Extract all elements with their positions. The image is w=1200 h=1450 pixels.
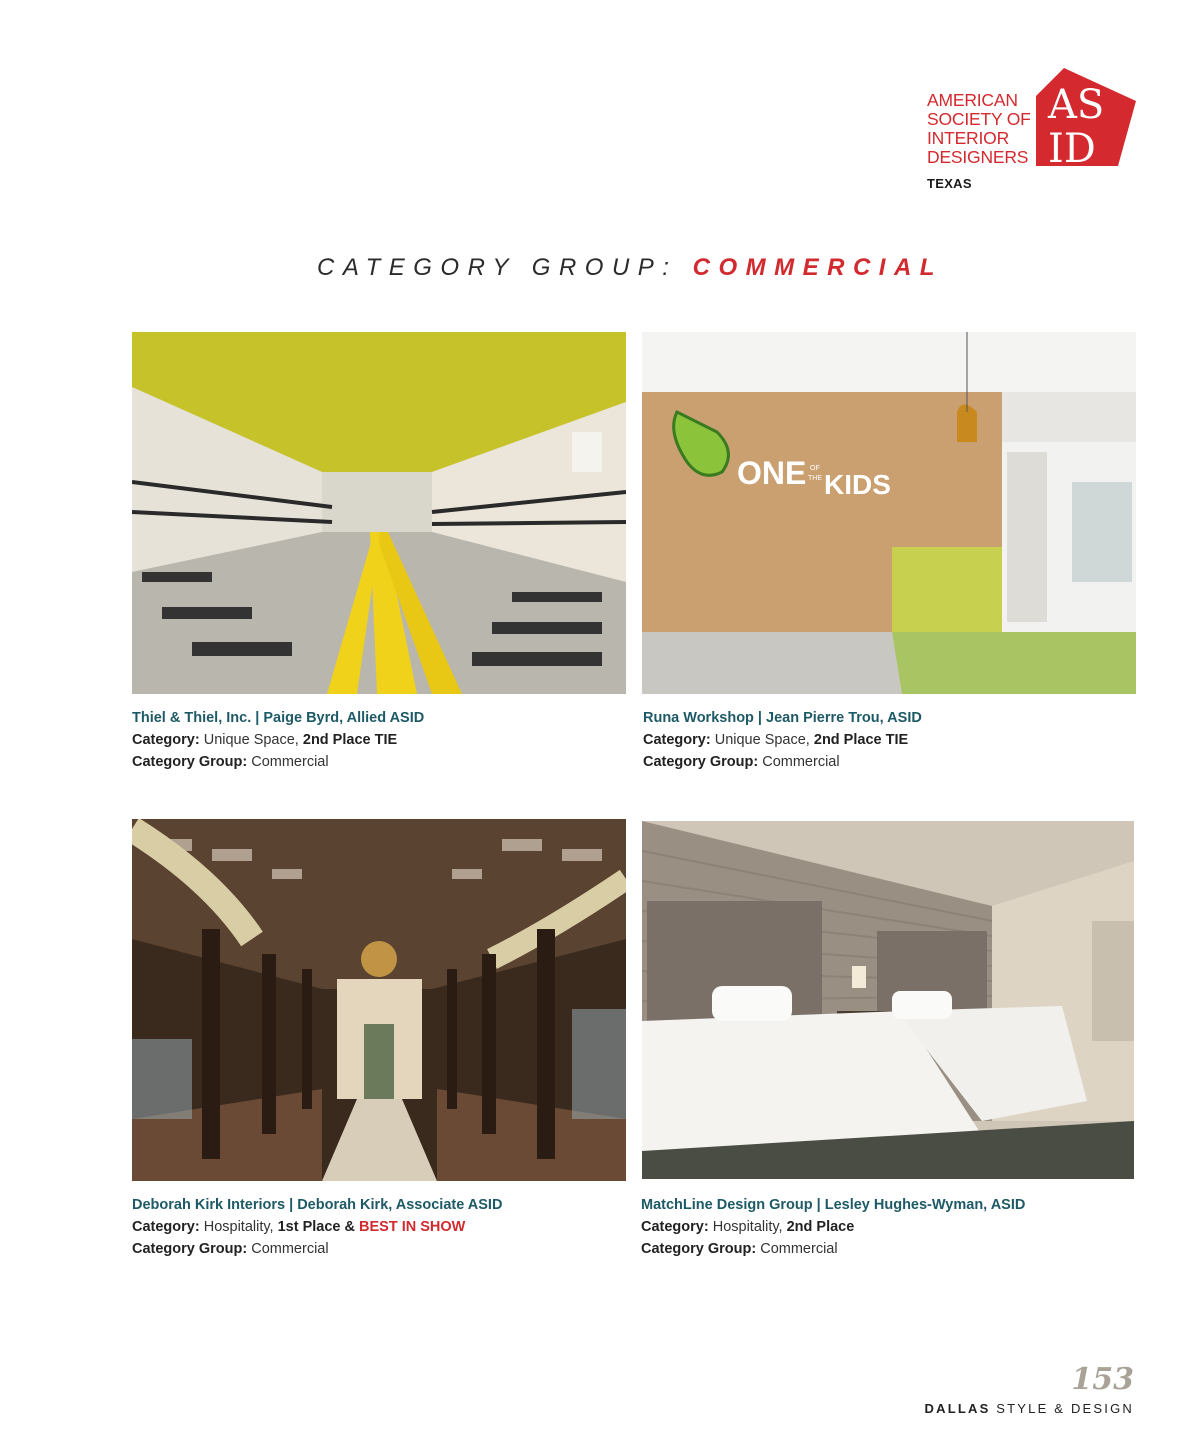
logo-line-4: DESIGNERS [927,147,1029,167]
entry-group-line [643,751,922,773]
category-label: Category: [641,1219,709,1235]
category-value: Hospitality, [712,1219,783,1235]
sign-the: THE [808,475,822,482]
category-label: Category: [132,732,200,748]
entry-group-line [132,751,424,773]
entry-title: Thiel & Thiel, Inc. | Paige Byrd, Allied ASID [132,710,425,726]
entry-group-line [132,1238,502,1260]
logo-wordmark [927,91,1031,167]
placement: 1st Place & [277,1219,355,1235]
category-value: Unique Space, [203,732,299,748]
category-value: Hospitality, [203,1219,274,1235]
asid-mark-icon [1036,66,1140,170]
logo-line-2: SOCIETY OF [927,109,1031,129]
group-label: Category Group: [641,1241,757,1257]
svg-text:AS: AS [1048,82,1105,128]
logo-region: TEXAS [927,176,972,191]
logo-line-1: AMERICAN [927,90,1018,110]
category-value: Unique Space, [714,732,810,748]
group-value: Commercial [760,1241,838,1257]
group-label: Category Group: [132,1241,248,1257]
publication-footer [925,1401,1134,1416]
heading-prefix: CATEGORY GROUP: [317,254,678,281]
footer-tagline: STYLE & DESIGN [996,1401,1134,1416]
entry-group-line [641,1238,1025,1260]
best-in-show-highlight: BEST IN SHOW [359,1219,466,1235]
sign-kids: KIDS [824,469,891,500]
group-value: Commercial [762,754,840,770]
entry-title: Deborah Kirk Interiors | Deborah Kirk, Associate ASID [132,1197,503,1213]
category-group-heading [0,254,1200,282]
placement: 2nd Place TIE [302,732,398,748]
svg-text:ID: ID [1048,126,1096,170]
photo-one-of-the-kids-lobby [642,332,1136,694]
entry-category-line [641,1216,1025,1238]
caption-entry-4 [641,1194,1025,1260]
photo-restaurant-hall [132,819,626,1181]
asid-texas-logo [924,66,1144,196]
category-label: Category: [643,732,711,748]
heading-accent: COMMERCIAL [692,254,943,281]
caption-entry-3 [132,1194,502,1260]
category-label: Category: [132,1219,200,1235]
group-value: Commercial [251,754,329,770]
caption-entry-2 [643,707,922,773]
photo-hotel-room [642,821,1134,1179]
sign-of: OF [810,465,820,472]
entry-title: MatchLine Design Group | Lesley Hughes-Wyman, ASID [641,1197,1026,1213]
footer-brand: DALLAS [924,1401,991,1416]
entry-category-line [132,729,424,751]
page-number: 153 [1071,1362,1134,1397]
logo-line-3: INTERIOR [927,128,1010,148]
group-value: Commercial [251,1241,329,1257]
entry-category-line [132,1216,502,1238]
caption-entry-1 [132,707,424,773]
photo-bike-storage [132,332,626,694]
placement: 2nd Place [786,1219,855,1235]
group-label: Category Group: [132,754,248,770]
entry-category-line [643,729,922,751]
entry-title: Runa Workshop | Jean Pierre Trou, ASID [643,710,922,726]
sign-one: ONE [737,455,807,491]
placement: 2nd Place TIE [813,732,909,748]
group-label: Category Group: [643,754,759,770]
